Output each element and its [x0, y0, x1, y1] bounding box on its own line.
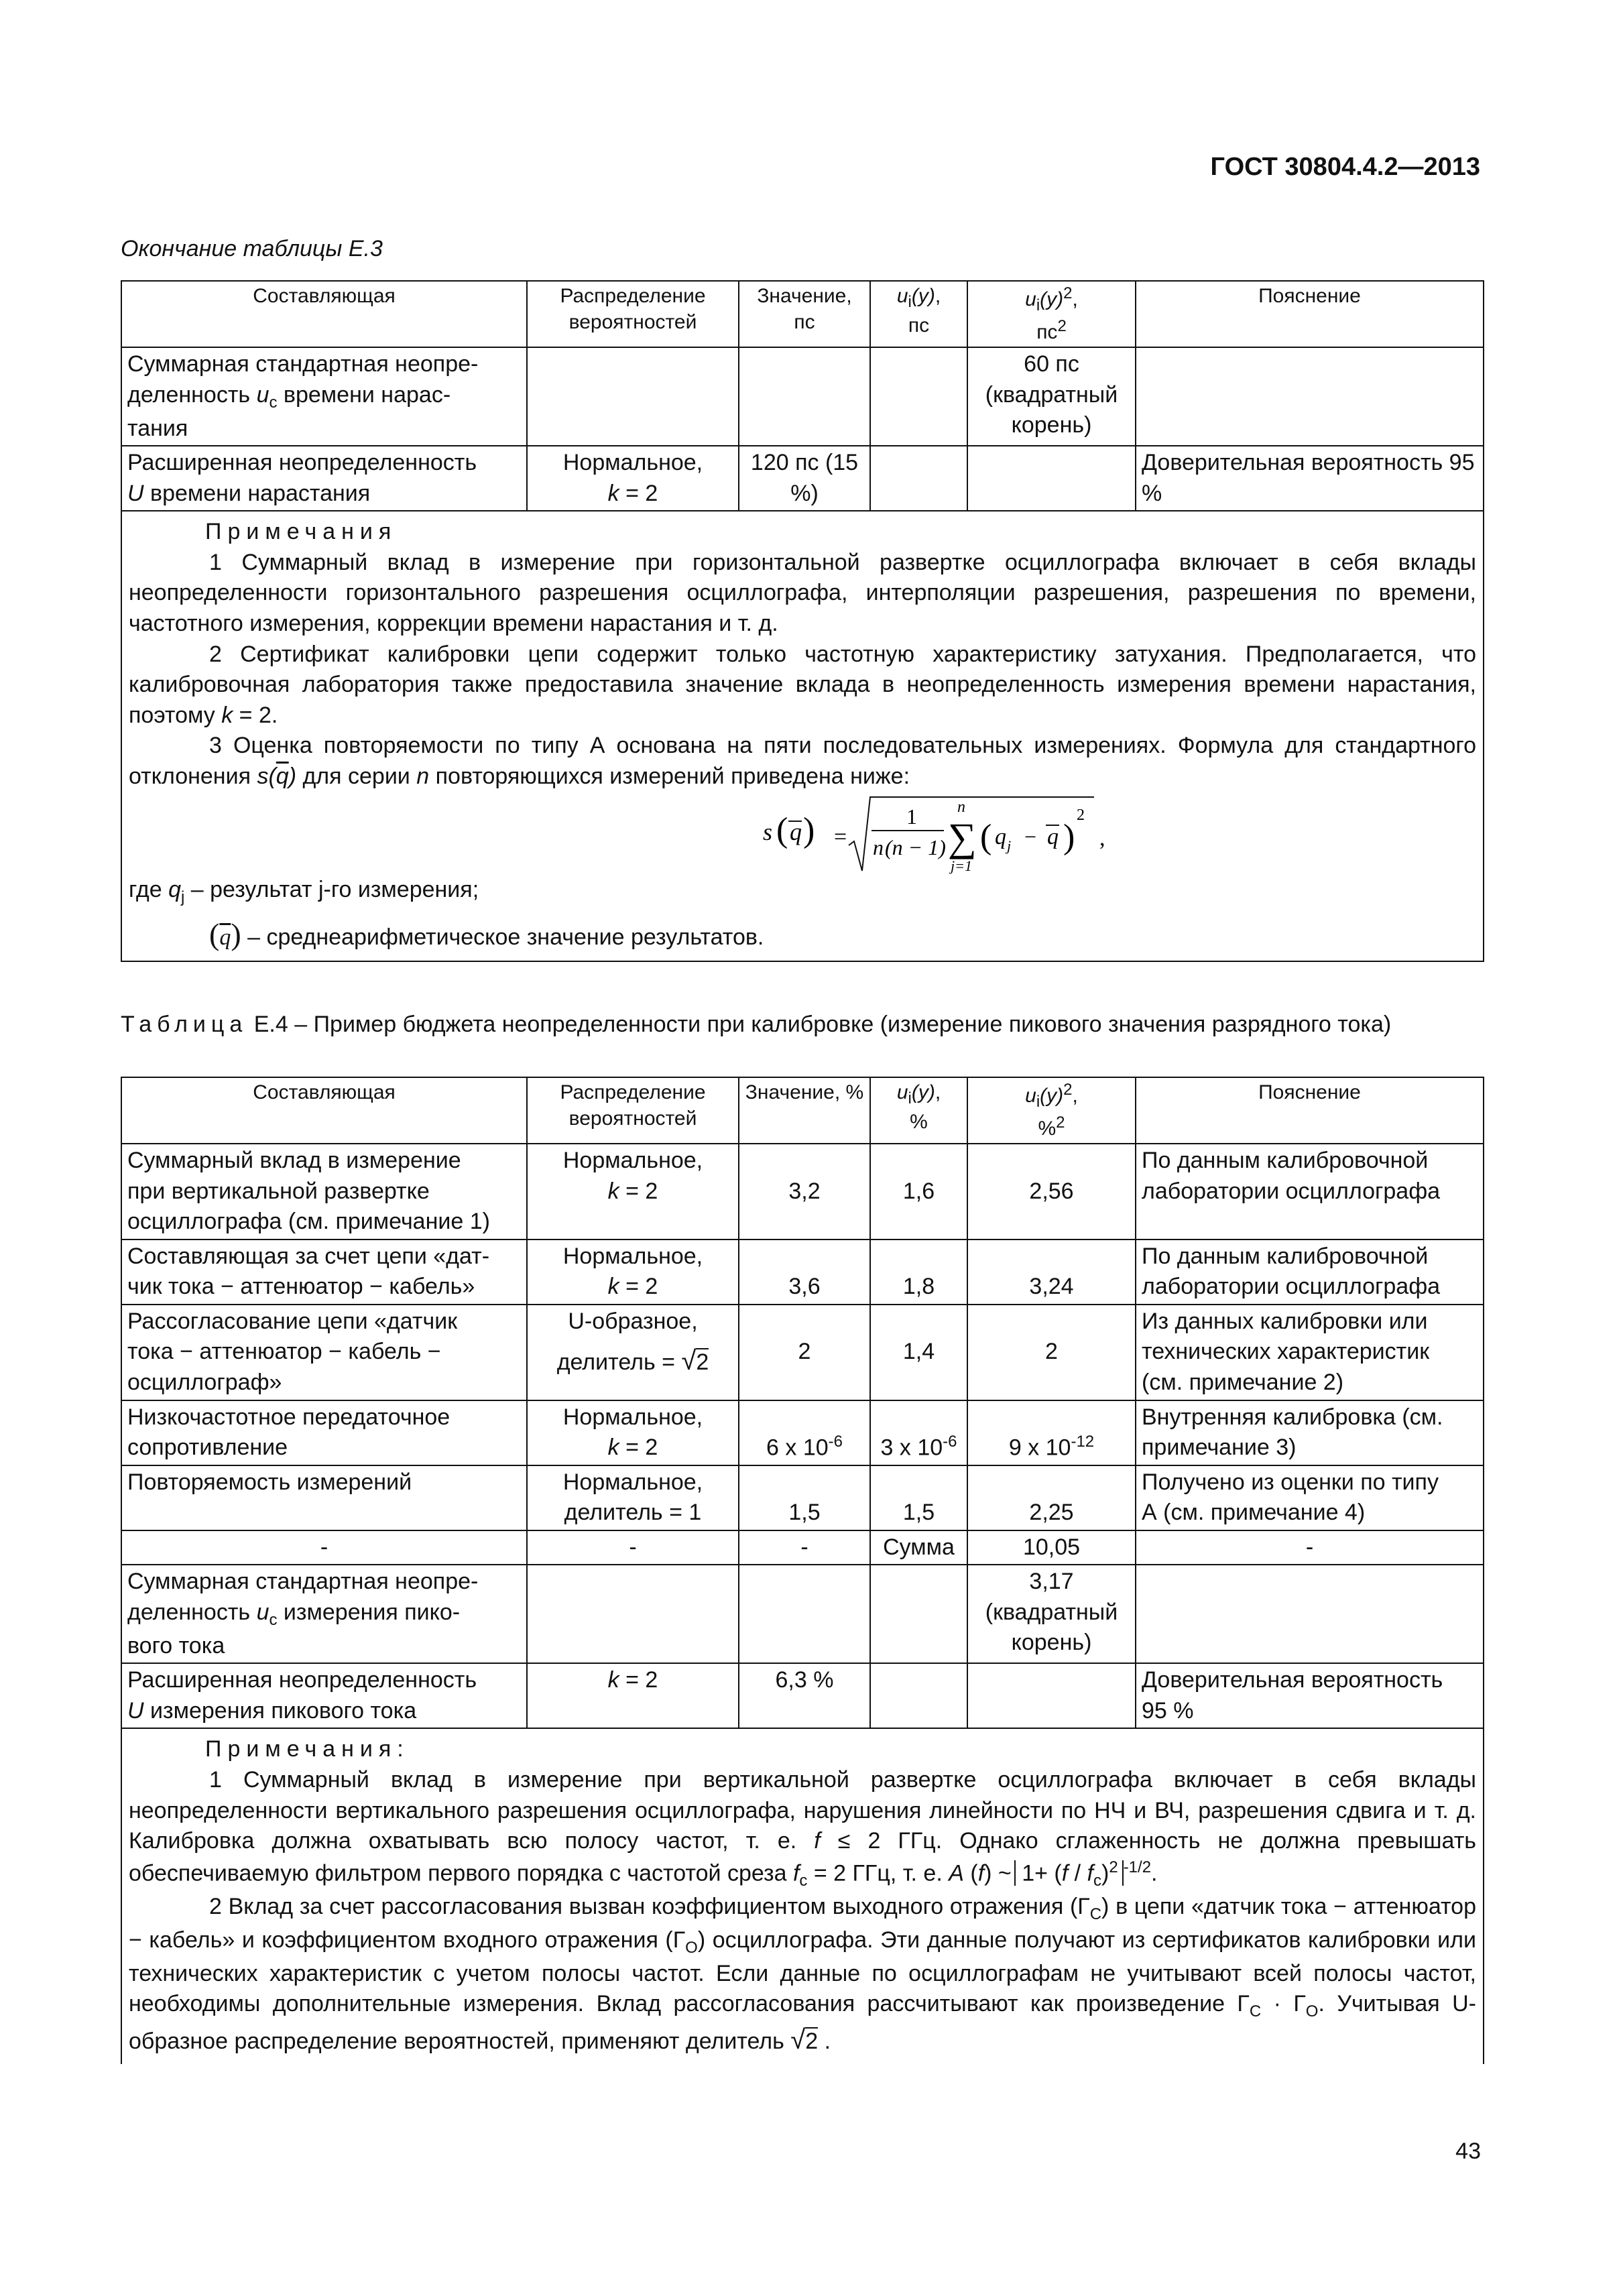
cell-distribution: Нормальное, k = 2 — [527, 1144, 739, 1240]
cell-uy: 1,4 — [870, 1305, 967, 1400]
col-header-uy: $u_i(y)$, пс — [870, 281, 967, 347]
formula-den-n: n — [873, 835, 884, 860]
page-number: 43 — [1455, 2138, 1481, 2164]
col-header-value: Значение, % — [739, 1077, 870, 1144]
cell-uy: 1,8 — [870, 1240, 967, 1305]
cell-value: 120 пс (15 %) — [739, 446, 870, 511]
cell-component: Расширенная неопределенность U измерения пикового тока — [121, 1663, 527, 1728]
notes-title: Примечания: — [205, 1736, 410, 1762]
formula-sum: ∑ — [948, 815, 977, 860]
formula-paren-close: ) — [803, 811, 815, 850]
formula-graphic — [129, 792, 1478, 875]
cell-uy2 — [967, 1663, 1136, 1728]
table-e3-header-row — [121, 281, 1484, 347]
table-e3-notes — [121, 511, 1484, 961]
formula-qbar: q — [1047, 825, 1059, 850]
formula-q: q — [790, 819, 802, 846]
table-row — [121, 1465, 1484, 1530]
table-row — [121, 1305, 1484, 1400]
table-row — [121, 1144, 1484, 1240]
formula-s: s — [763, 819, 773, 846]
note-1: 1 Суммарный вклад в измерение при горизонтальной развертке осциллографа включает в себя вклады неопределенности горизонтального разрешения осциллографа, интерполяции разрешения, разрешения по времени, частотного измерения, коррекции времени нарастания и т. д. — [129, 549, 1476, 636]
formula-paren-open: ( — [776, 811, 788, 850]
formula-qj: q — [995, 825, 1006, 850]
sqrt-icon: √ — [790, 2025, 806, 2055]
note-3: 3 Оценка повторяемости по типу А основана на пяти последовательных измерениях. Формула для стандартного отклонения $s(\overline{q})$ для серии n повторяющихся измерений приведена ниже: — [129, 733, 1476, 789]
cell-uy2: 3,24 — [967, 1240, 1136, 1305]
cell-uy2: 10,05 — [967, 1530, 1136, 1565]
cell-explanation: Из данных калибровки или технических характеристик (см. примечание 2) — [1136, 1305, 1484, 1400]
cell-component: Рассогласование цепи «датчик тока − аттенюатор − кабель − осциллограф» — [121, 1305, 527, 1400]
stddev-formula — [129, 792, 1476, 875]
table-row — [121, 347, 1484, 446]
cell-component: Суммарный вклад в измерение при вертикальной развертке осциллографа (см. примечание 1) — [121, 1144, 527, 1240]
cell-uy: Сумма — [870, 1530, 967, 1565]
col-header-explanation: Пояснение — [1136, 1077, 1484, 1144]
col-header-uy: $u_i(y)$, % — [870, 1077, 967, 1144]
stddev-symbol: $s(\overline{q})$ — [257, 763, 297, 789]
cell-value: 6 x $10^{-6}$ — [739, 1400, 870, 1465]
cell-uy2 — [967, 446, 1136, 511]
formula-num: 1 — [906, 804, 917, 829]
notes-title: Примечания — [205, 519, 398, 545]
cell-component: Составляющая за счет цепи «дат- чик тока − аттенюатор − кабель» — [121, 1240, 527, 1305]
cell-value: 3,6 — [739, 1240, 870, 1305]
cell-value: 3,2 — [739, 1144, 870, 1240]
table-e4-notes-row — [121, 1728, 1484, 2063]
table-e4-caption: Таблица Е.4 – Пример бюджета неопределенности при калибровке (измерение пикового значения разрядного тока) — [121, 1012, 1392, 1037]
cell-uy2: 3,17 (квадратный корень) — [967, 1565, 1136, 1663]
cell-value: - — [739, 1530, 870, 1565]
table-e3-notes-row — [121, 511, 1484, 961]
table-row — [121, 1240, 1484, 1305]
cell-explanation: - — [1136, 1530, 1484, 1565]
note-2: 2 Вклад за счет рассогласования вызван коэффициентом выходного отражения $(Г_C)$ в цепи «датчик тока − аттенюатор − кабель» и коэффициентом входного отражения $(Г_O)$ осциллографа. Эти данные получают из сертификатов калибровки или технических характеристик с учетом полосы частот. Если данные по осциллографам не учитывают всей полосы частот, необходимы дополнительные измерения. Вклад рассогласования рассчитывают как произведение $Г_C \cdot Г_O$. Учитывая U- образное распределение вероятностей, применяют делитель √2 . — [129, 1893, 1476, 2055]
cell-component: Повторяемость измерений — [121, 1465, 527, 1530]
cell-uy — [870, 1565, 967, 1663]
cell-component: Низкочастотное передаточное сопротивление — [121, 1400, 527, 1465]
cell-component: Суммарная стандартная неопре- деленность $u_c$ измерения пико- вого тока — [121, 1565, 527, 1663]
cell-uy2: 2,56 — [967, 1144, 1136, 1240]
formula-sum-top: n — [957, 798, 965, 817]
note-1: 1 Суммарный вклад в измерение при вертикальной развертке осциллографа включает в себя вклады неопределенности вертикального разрешения осциллографа, нарушения линейности по НЧ и ВЧ, разрешения сдвига и т. д. Калибровка должна охватывать всю полосу частот, т. е. f ≤ 2 ГГц. Однако сглаженность не должна превышать обеспечиваемую фильтром первого порядка с частотой среза $f_c = 2$ ГГц, т. е. A (f) ~ $1+ (f / f_c)^2$ $^{-1/2}$. — [129, 1766, 1476, 1890]
cell-explanation: Доверительная вероятность 95 % — [1136, 1663, 1484, 1728]
cell-uy: 1,6 — [870, 1144, 967, 1240]
cell-value — [739, 347, 870, 446]
col-header-value: Значение, пс — [739, 281, 870, 347]
formula-j: j — [1007, 837, 1012, 855]
formula-den: (n − 1) — [885, 835, 946, 860]
cell-explanation: По данным калибровочной лаборатории осциллографа — [1136, 1240, 1484, 1305]
col-header-distribution: Распределение вероятностей — [527, 1077, 739, 1144]
cell-distribution: Нормальное, k = 2 — [527, 1400, 739, 1465]
cell-value — [739, 1565, 870, 1663]
formula-minus: − — [1024, 825, 1037, 849]
col-header-distribution: Распределение вероятностей — [527, 281, 739, 347]
cell-uy2: 60 пс (квадратный корень) — [967, 347, 1136, 446]
mean-line: $(\overline{q})$ – среднеарифметическое значение результатов. — [209, 917, 764, 952]
formula-square: 2 — [1077, 806, 1085, 825]
col-header-explanation: Пояснение — [1136, 281, 1484, 347]
col-header-uy2: $u_i(y)^2$, %$^2$ — [967, 1077, 1136, 1144]
cell-distribution — [527, 1565, 739, 1663]
formula-eq: = — [834, 825, 847, 850]
cell-component: Суммарная стандартная неопре- деленность $u_c$ времени нарас- тания — [121, 347, 527, 446]
cell-uy2: 2 — [967, 1305, 1136, 1400]
sqrt-icon: √ — [681, 1346, 697, 1376]
table-e4-notes — [121, 1728, 1484, 2063]
cell-uy2: 2,25 — [967, 1465, 1136, 1530]
cell-component: - — [121, 1530, 527, 1565]
cell-distribution: k = 2 — [527, 1663, 739, 1728]
table-row — [121, 1400, 1484, 1465]
formula-paren2-open: ( — [980, 818, 992, 857]
col-header-component: Составляющая — [121, 1077, 527, 1144]
formula-paren2-close: ) — [1063, 818, 1075, 857]
formula-sum-bottom: j=1 — [951, 857, 972, 875]
table-row — [121, 1663, 1484, 1728]
table-row — [121, 446, 1484, 511]
cell-explanation: Доверительная вероятность 95 % — [1136, 446, 1484, 511]
cell-value: 2 — [739, 1305, 870, 1400]
table-e3-caption: Окончание таблицы Е.3 — [121, 236, 383, 261]
document-code: ГОСТ 30804.4.2—2013 — [1210, 153, 1480, 181]
cell-uy2: 9 x $10^{-12}$ — [967, 1400, 1136, 1465]
col-header-uy2: $u_i(y)^2$, $пс^2$ — [967, 281, 1136, 347]
cell-uy — [870, 347, 967, 446]
formula-comma: , — [1099, 826, 1105, 851]
cell-explanation — [1136, 347, 1484, 446]
cell-uy: 3 x $10^{-6}$ — [870, 1400, 967, 1465]
cell-explanation: Получено из оценки по типу А (см. примечание 4) — [1136, 1465, 1484, 1530]
table-row — [121, 1530, 1484, 1565]
note-2: 2 Сертификат калибровки цепи содержит только частотную характеристику затухания. Предполагается, что калибровочная лаборатория также предоставила значение вклада в неопределенность измерения времени нарастания, поэтому k = 2. — [129, 641, 1476, 728]
cell-distribution: Нормальное, делитель = 1 — [527, 1465, 739, 1530]
table-e4 — [121, 1077, 1484, 2064]
cell-explanation — [1136, 1565, 1484, 1663]
cell-distribution: - — [527, 1530, 739, 1565]
col-header-component: Составляющая — [121, 281, 527, 347]
cell-value: 1,5 — [739, 1465, 870, 1530]
cell-distribution: U-образное, делитель = √2 — [527, 1305, 739, 1400]
cell-distribution — [527, 347, 739, 446]
table-row — [121, 1565, 1484, 1663]
cell-value: 6,3 % — [739, 1663, 870, 1728]
cell-component: Расширенная неопределенность U времени нарастания — [121, 446, 527, 511]
cell-uy: 1,5 — [870, 1465, 967, 1530]
cell-explanation: По данным калибровочной лаборатории осциллографа — [1136, 1144, 1484, 1240]
cell-uy — [870, 446, 967, 511]
table-e4-header-row — [121, 1077, 1484, 1144]
table-e3 — [121, 280, 1484, 962]
cell-distribution: Нормальное, k = 2 — [527, 446, 739, 511]
cell-uy — [870, 1663, 967, 1728]
cell-explanation: Внутренняя калибровка (см. примечание 3) — [1136, 1400, 1484, 1465]
where-line: где $q_j$ – результат j-го измерения; — [129, 877, 479, 907]
cell-distribution: Нормальное, k = 2 — [527, 1240, 739, 1305]
